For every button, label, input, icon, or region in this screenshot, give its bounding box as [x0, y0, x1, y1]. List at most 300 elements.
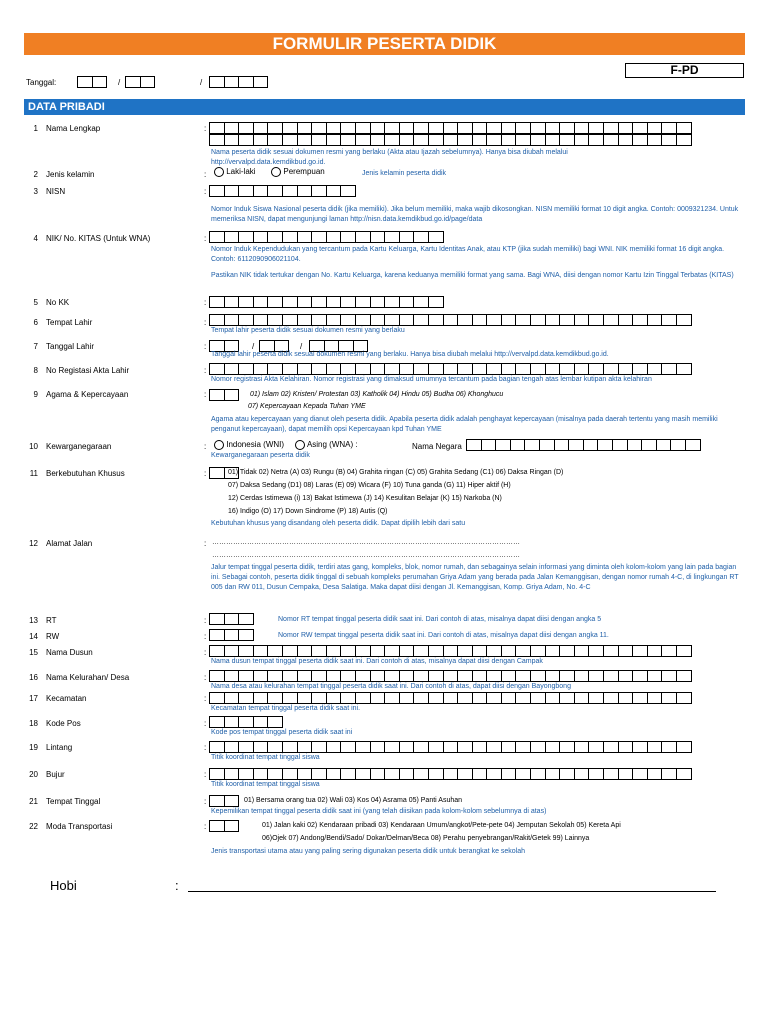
char-box[interactable] [554, 439, 570, 451]
char-box[interactable] [501, 314, 517, 326]
char-box[interactable] [472, 122, 488, 134]
char-box[interactable] [472, 670, 488, 682]
char-box[interactable] [486, 134, 502, 146]
char-box[interactable] [501, 645, 517, 657]
char-box[interactable] [486, 363, 502, 375]
char-box[interactable] [311, 314, 327, 326]
char-box[interactable] [267, 296, 283, 308]
char-box[interactable] [413, 645, 429, 657]
char-box[interactable] [384, 363, 400, 375]
char-box[interactable] [428, 231, 444, 243]
char-box[interactable] [297, 741, 313, 753]
tanggal-year-input[interactable] [210, 76, 268, 88]
char-box[interactable] [588, 122, 604, 134]
char-box[interactable] [282, 231, 298, 243]
char-box[interactable] [224, 185, 240, 197]
char-box[interactable] [326, 768, 342, 780]
char-box[interactable] [618, 645, 634, 657]
char-box[interactable] [355, 363, 371, 375]
char-box[interactable] [559, 122, 575, 134]
nama-dusun-input[interactable] [210, 645, 692, 657]
char-box[interactable] [224, 363, 240, 375]
char-box[interactable] [568, 439, 584, 451]
char-box[interactable] [355, 231, 371, 243]
char-box[interactable] [297, 134, 313, 146]
agama-input[interactable] [210, 389, 239, 401]
char-box[interactable] [618, 741, 634, 753]
char-box[interactable] [355, 296, 371, 308]
char-box[interactable] [399, 645, 415, 657]
char-box[interactable] [530, 692, 546, 704]
char-box[interactable] [253, 314, 269, 326]
char-box[interactable] [311, 134, 327, 146]
char-box[interactable] [495, 439, 511, 451]
char-box[interactable] [399, 134, 415, 146]
char-box[interactable] [530, 741, 546, 753]
char-box[interactable] [443, 134, 459, 146]
char-box[interactable] [457, 645, 473, 657]
char-box[interactable] [311, 231, 327, 243]
char-box[interactable] [588, 314, 604, 326]
char-box[interactable] [209, 670, 225, 682]
char-box[interactable] [282, 741, 298, 753]
char-box[interactable] [224, 692, 240, 704]
char-box[interactable] [140, 76, 156, 88]
char-box[interactable] [267, 716, 283, 728]
char-box[interactable] [384, 741, 400, 753]
char-box[interactable] [515, 741, 531, 753]
char-box[interactable] [370, 692, 386, 704]
char-box[interactable] [340, 645, 356, 657]
char-box[interactable] [428, 314, 444, 326]
char-box[interactable] [238, 296, 254, 308]
char-box[interactable] [428, 741, 444, 753]
char-box[interactable] [267, 768, 283, 780]
char-box[interactable] [413, 134, 429, 146]
char-box[interactable] [297, 670, 313, 682]
char-box[interactable] [515, 645, 531, 657]
rt-input[interactable] [210, 613, 254, 625]
char-box[interactable] [603, 645, 619, 657]
char-box[interactable] [355, 670, 371, 682]
char-box[interactable] [676, 134, 692, 146]
char-box[interactable] [267, 692, 283, 704]
char-box[interactable] [457, 134, 473, 146]
char-box[interactable] [603, 314, 619, 326]
char-box[interactable] [370, 231, 386, 243]
char-box[interactable] [443, 670, 459, 682]
char-box[interactable] [472, 645, 488, 657]
char-box[interactable] [656, 439, 672, 451]
char-box[interactable] [486, 768, 502, 780]
char-box[interactable] [676, 741, 692, 753]
char-box[interactable] [238, 613, 254, 625]
char-box[interactable] [224, 389, 240, 401]
char-box[interactable] [413, 741, 429, 753]
char-box[interactable] [632, 670, 648, 682]
nama-lengkap-input[interactable] [210, 122, 692, 134]
char-box[interactable] [209, 645, 225, 657]
char-box[interactable] [603, 122, 619, 134]
char-box[interactable] [209, 613, 225, 625]
char-box[interactable] [340, 122, 356, 134]
akta-lahir-input[interactable] [210, 363, 692, 375]
char-box[interactable] [559, 741, 575, 753]
char-box[interactable] [355, 122, 371, 134]
char-box[interactable] [253, 645, 269, 657]
char-box[interactable] [399, 122, 415, 134]
char-box[interactable] [647, 134, 663, 146]
char-box[interactable] [583, 439, 599, 451]
char-box[interactable] [545, 363, 561, 375]
rw-input[interactable] [210, 629, 254, 641]
char-box[interactable] [545, 768, 561, 780]
char-box[interactable] [224, 629, 240, 641]
char-box[interactable] [588, 670, 604, 682]
char-box[interactable] [267, 122, 283, 134]
char-box[interactable] [238, 692, 254, 704]
char-box[interactable] [515, 670, 531, 682]
char-box[interactable] [224, 296, 240, 308]
char-box[interactable] [267, 231, 283, 243]
char-box[interactable] [77, 76, 93, 88]
char-box[interactable] [676, 645, 692, 657]
tempat-lahir-input[interactable] [210, 314, 692, 326]
char-box[interactable] [238, 741, 254, 753]
char-box[interactable] [647, 645, 663, 657]
char-box[interactable] [443, 122, 459, 134]
char-box[interactable] [661, 314, 677, 326]
char-box[interactable] [530, 645, 546, 657]
char-box[interactable] [574, 134, 590, 146]
char-box[interactable] [515, 134, 531, 146]
char-box[interactable] [685, 439, 701, 451]
char-box[interactable] [253, 768, 269, 780]
char-box[interactable] [559, 314, 575, 326]
char-box[interactable] [428, 645, 444, 657]
char-box[interactable] [428, 134, 444, 146]
char-box[interactable] [559, 692, 575, 704]
char-box[interactable] [574, 122, 590, 134]
char-box[interactable] [267, 185, 283, 197]
char-box[interactable] [530, 670, 546, 682]
nama-lengkap-input-row2[interactable] [210, 134, 692, 146]
char-box[interactable] [486, 645, 502, 657]
char-box[interactable] [370, 768, 386, 780]
char-box[interactable] [267, 645, 283, 657]
char-box[interactable] [661, 768, 677, 780]
char-box[interactable] [326, 645, 342, 657]
char-box[interactable] [92, 76, 108, 88]
char-box[interactable] [311, 363, 327, 375]
char-box[interactable] [370, 122, 386, 134]
char-box[interactable] [253, 76, 269, 88]
char-box[interactable] [253, 363, 269, 375]
char-box[interactable] [224, 134, 240, 146]
char-box[interactable] [661, 670, 677, 682]
char-box[interactable] [209, 185, 225, 197]
char-box[interactable] [481, 439, 497, 451]
char-box[interactable] [647, 741, 663, 753]
char-box[interactable] [443, 692, 459, 704]
char-box[interactable] [647, 363, 663, 375]
char-box[interactable] [238, 134, 254, 146]
char-box[interactable] [545, 122, 561, 134]
char-box[interactable] [632, 122, 648, 134]
char-box[interactable] [384, 768, 400, 780]
char-box[interactable] [282, 768, 298, 780]
char-box[interactable] [209, 768, 225, 780]
char-box[interactable] [253, 185, 269, 197]
kode-pos-input[interactable] [210, 716, 283, 728]
char-box[interactable] [311, 645, 327, 657]
char-box[interactable] [574, 670, 590, 682]
char-box[interactable] [282, 645, 298, 657]
char-box[interactable] [238, 716, 254, 728]
char-box[interactable] [457, 692, 473, 704]
char-box[interactable] [355, 134, 371, 146]
char-box[interactable] [618, 768, 634, 780]
char-box[interactable] [676, 314, 692, 326]
radio-wna[interactable] [295, 440, 305, 450]
char-box[interactable] [355, 741, 371, 753]
char-box[interactable] [661, 363, 677, 375]
char-box[interactable] [384, 122, 400, 134]
char-box[interactable] [603, 363, 619, 375]
char-box[interactable] [340, 741, 356, 753]
char-box[interactable] [618, 692, 634, 704]
char-box[interactable] [661, 645, 677, 657]
char-box[interactable] [384, 645, 400, 657]
char-box[interactable] [370, 670, 386, 682]
char-box[interactable] [238, 122, 254, 134]
char-box[interactable] [297, 185, 313, 197]
char-box[interactable] [443, 645, 459, 657]
char-box[interactable] [466, 439, 482, 451]
char-box[interactable] [647, 314, 663, 326]
char-box[interactable] [661, 692, 677, 704]
char-box[interactable] [326, 122, 342, 134]
nama-negara-input[interactable] [467, 439, 701, 451]
char-box[interactable] [224, 795, 240, 807]
char-box[interactable] [486, 692, 502, 704]
char-box[interactable] [413, 768, 429, 780]
char-box[interactable] [209, 389, 225, 401]
char-box[interactable] [355, 645, 371, 657]
char-box[interactable] [297, 122, 313, 134]
nisn-input[interactable] [210, 185, 356, 197]
char-box[interactable] [238, 185, 254, 197]
char-box[interactable] [238, 76, 254, 88]
char-box[interactable] [311, 768, 327, 780]
char-box[interactable] [457, 122, 473, 134]
char-box[interactable] [238, 314, 254, 326]
nik-input[interactable] [210, 231, 444, 243]
char-box[interactable] [311, 670, 327, 682]
char-box[interactable] [384, 134, 400, 146]
char-box[interactable] [399, 363, 415, 375]
lintang-input[interactable] [210, 741, 692, 753]
char-box[interactable] [253, 692, 269, 704]
char-box[interactable] [384, 296, 400, 308]
char-box[interactable] [267, 363, 283, 375]
char-box[interactable] [282, 134, 298, 146]
char-box[interactable] [413, 122, 429, 134]
char-box[interactable] [209, 363, 225, 375]
char-box[interactable] [282, 122, 298, 134]
char-box[interactable] [428, 122, 444, 134]
char-box[interactable] [530, 314, 546, 326]
char-box[interactable] [501, 363, 517, 375]
char-box[interactable] [597, 439, 613, 451]
char-box[interactable] [603, 768, 619, 780]
char-box[interactable] [297, 314, 313, 326]
tempat-tinggal-input[interactable] [210, 795, 239, 807]
char-box[interactable] [559, 768, 575, 780]
char-box[interactable] [209, 716, 225, 728]
char-box[interactable] [472, 741, 488, 753]
char-box[interactable] [661, 134, 677, 146]
char-box[interactable] [457, 768, 473, 780]
char-box[interactable] [384, 692, 400, 704]
char-box[interactable] [282, 692, 298, 704]
char-box[interactable] [647, 768, 663, 780]
char-box[interactable] [457, 741, 473, 753]
char-box[interactable] [282, 314, 298, 326]
char-box[interactable] [297, 645, 313, 657]
char-box[interactable] [399, 296, 415, 308]
char-box[interactable] [340, 185, 356, 197]
char-box[interactable] [384, 231, 400, 243]
char-box[interactable] [253, 716, 269, 728]
char-box[interactable] [355, 768, 371, 780]
char-box[interactable] [618, 670, 634, 682]
char-box[interactable] [574, 314, 590, 326]
char-box[interactable] [326, 185, 342, 197]
char-box[interactable] [486, 670, 502, 682]
char-box[interactable] [618, 122, 634, 134]
tanggal-month-input[interactable] [126, 76, 155, 88]
char-box[interactable] [253, 122, 269, 134]
char-box[interactable] [253, 741, 269, 753]
char-box[interactable] [545, 314, 561, 326]
char-box[interactable] [413, 692, 429, 704]
char-box[interactable] [515, 122, 531, 134]
moda-transportasi-input[interactable] [210, 820, 239, 832]
char-box[interactable] [238, 645, 254, 657]
radio-wni[interactable] [214, 440, 224, 450]
char-box[interactable] [632, 692, 648, 704]
char-box[interactable] [501, 122, 517, 134]
char-box[interactable] [676, 670, 692, 682]
char-box[interactable] [326, 134, 342, 146]
char-box[interactable] [253, 670, 269, 682]
char-box[interactable] [515, 363, 531, 375]
char-box[interactable] [501, 670, 517, 682]
char-box[interactable] [340, 768, 356, 780]
char-box[interactable] [238, 231, 254, 243]
char-box[interactable] [588, 363, 604, 375]
alamat-jalan-input[interactable]: …………………………………………………………………………………………………………………… [212, 539, 520, 546]
char-box[interactable] [618, 134, 634, 146]
char-box[interactable] [545, 670, 561, 682]
char-box[interactable] [209, 122, 225, 134]
alamat-jalan-input-row2[interactable]: …………………………………………………………………………………………………………………… [212, 552, 520, 559]
char-box[interactable] [641, 439, 657, 451]
char-box[interactable] [588, 645, 604, 657]
char-box[interactable] [326, 692, 342, 704]
char-box[interactable] [515, 314, 531, 326]
char-box[interactable] [413, 231, 429, 243]
char-box[interactable] [399, 768, 415, 780]
char-box[interactable] [647, 692, 663, 704]
char-box[interactable] [399, 314, 415, 326]
char-box[interactable] [355, 692, 371, 704]
char-box[interactable] [224, 741, 240, 753]
char-box[interactable] [282, 185, 298, 197]
char-box[interactable] [224, 670, 240, 682]
char-box[interactable] [632, 741, 648, 753]
char-box[interactable] [632, 363, 648, 375]
char-box[interactable] [676, 363, 692, 375]
char-box[interactable] [355, 314, 371, 326]
char-box[interactable] [399, 741, 415, 753]
char-box[interactable] [603, 670, 619, 682]
char-box[interactable] [209, 795, 225, 807]
radio-perempuan[interactable] [271, 167, 281, 177]
char-box[interactable] [224, 613, 240, 625]
char-box[interactable] [282, 296, 298, 308]
char-box[interactable] [443, 314, 459, 326]
char-box[interactable] [384, 670, 400, 682]
char-box[interactable] [224, 231, 240, 243]
char-box[interactable] [340, 692, 356, 704]
char-box[interactable] [238, 768, 254, 780]
char-box[interactable] [282, 363, 298, 375]
char-box[interactable] [370, 134, 386, 146]
char-box[interactable] [311, 185, 327, 197]
char-box[interactable] [603, 134, 619, 146]
radio-laki-laki[interactable] [214, 167, 224, 177]
char-box[interactable] [224, 122, 240, 134]
char-box[interactable] [253, 134, 269, 146]
char-box[interactable] [370, 363, 386, 375]
char-box[interactable] [209, 231, 225, 243]
char-box[interactable] [612, 439, 628, 451]
char-box[interactable] [209, 467, 225, 479]
tanggal-day-input[interactable] [78, 76, 107, 88]
char-box[interactable] [588, 692, 604, 704]
char-box[interactable] [209, 134, 225, 146]
char-box[interactable] [574, 768, 590, 780]
char-box[interactable] [457, 363, 473, 375]
char-box[interactable] [326, 363, 342, 375]
no-kk-input[interactable] [210, 296, 444, 308]
char-box[interactable] [209, 820, 225, 832]
char-box[interactable] [443, 768, 459, 780]
char-box[interactable] [267, 741, 283, 753]
char-box[interactable] [574, 692, 590, 704]
char-box[interactable] [297, 363, 313, 375]
char-box[interactable] [545, 134, 561, 146]
char-box[interactable] [618, 363, 634, 375]
char-box[interactable] [326, 741, 342, 753]
char-box[interactable] [413, 363, 429, 375]
char-box[interactable] [588, 741, 604, 753]
char-box[interactable] [501, 741, 517, 753]
char-box[interactable] [559, 134, 575, 146]
char-box[interactable] [603, 741, 619, 753]
